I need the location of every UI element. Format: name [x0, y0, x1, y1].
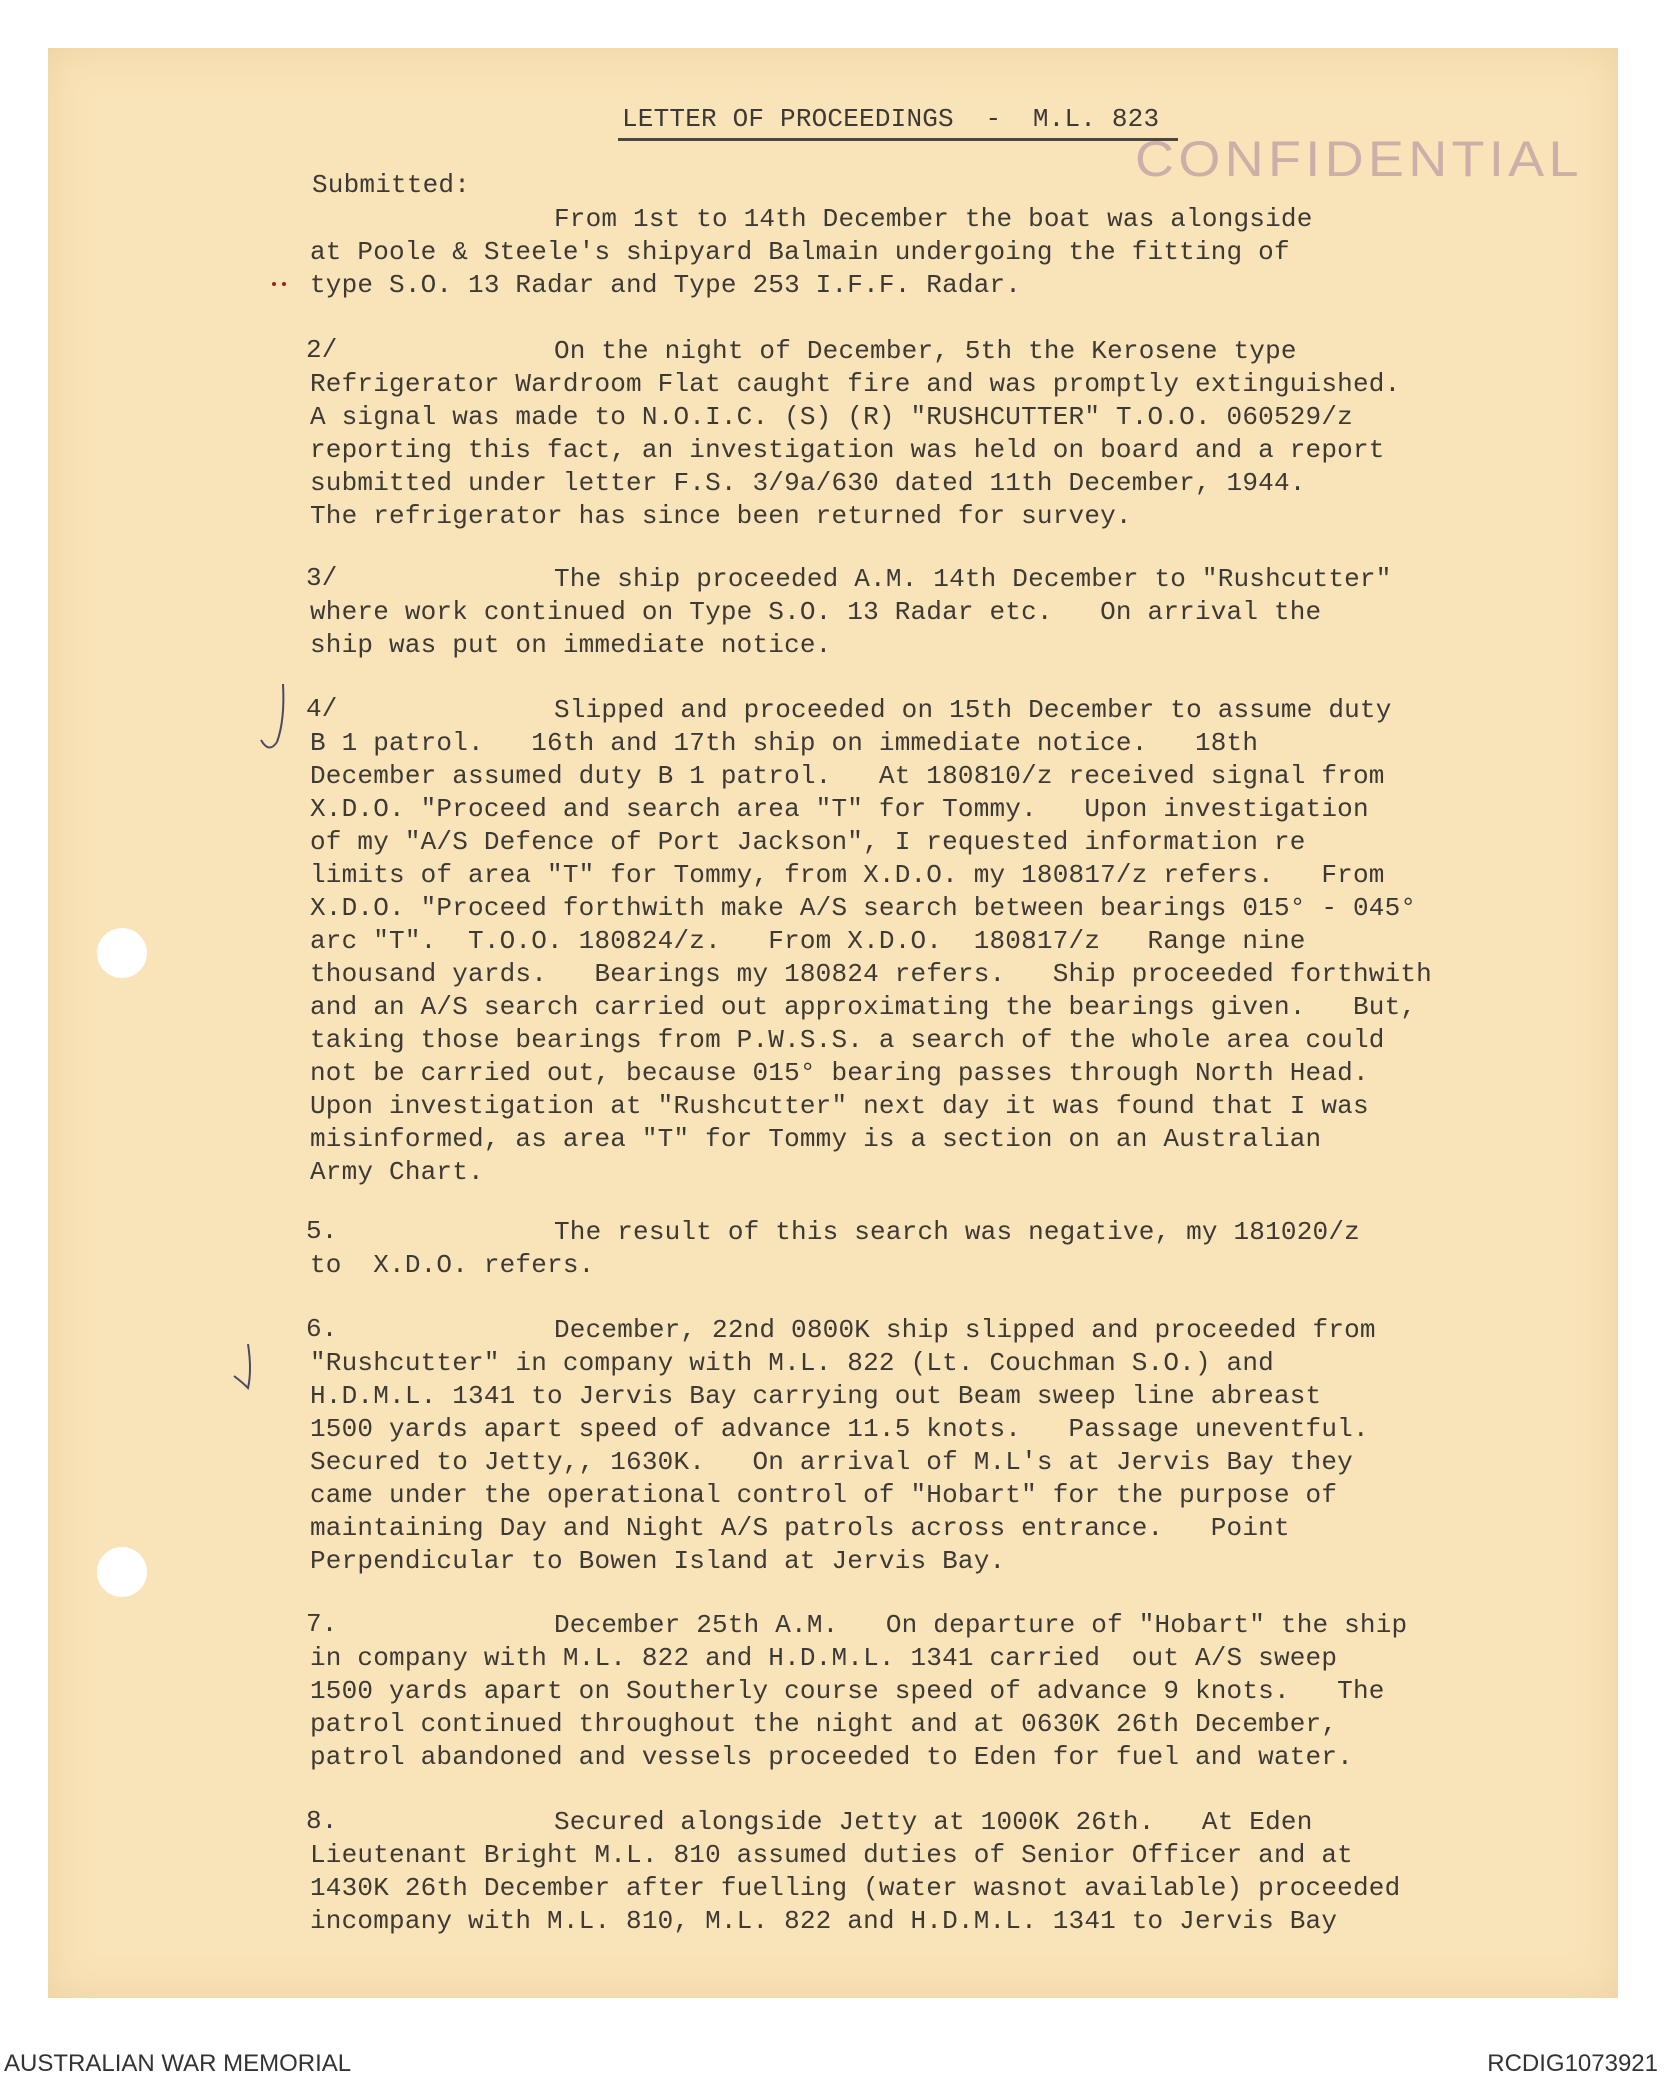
- paragraph-number: 5.: [306, 1216, 338, 1246]
- paragraph-5: [306, 1216, 1360, 1282]
- text-line: arc "T". T.O.O. 180824/z. From X.D.O. 180817/z Range nine: [310, 926, 1306, 956]
- text-line: From 1st to 14th December the boat was alongside: [554, 204, 1313, 234]
- text-line: maintaining Day and Night A/S patrols across entrance. Point: [310, 1513, 1290, 1543]
- text-line: came under the operational control of "Hobart" for the purpose of: [310, 1480, 1338, 1510]
- text-line: Refrigerator Wardroom Flat caught fire and was promptly extinguished.: [310, 369, 1401, 399]
- paragraph-6: [306, 1314, 1376, 1578]
- paragraph-number: 7.: [306, 1609, 338, 1639]
- text-line: where work continued on Type S.O. 13 Radar etc. On arrival the: [310, 597, 1322, 627]
- text-line: Lieutenant Bright M.L. 810 assumed duties of Senior Officer and at: [310, 1840, 1353, 1870]
- text-line: 1500 yards apart on Southerly course speed of advance 9 knots. The: [310, 1676, 1385, 1706]
- text-line: X.D.O. "Proceed forthwith make A/S search between bearings 015° - 045°: [310, 893, 1417, 923]
- title-underline: [618, 138, 1178, 141]
- text-line: misinformed, as area "T" for Tommy is a section on an Australian: [310, 1124, 1322, 1154]
- footer-record-id: RCDIG1073921: [1487, 2050, 1658, 2077]
- text-line: patrol continued throughout the night and at 0630K 26th December,: [310, 1709, 1338, 1739]
- punch-hole: [97, 928, 147, 978]
- text-line: December 25th A.M. On departure of "Hobart" the ship: [554, 1610, 1408, 1640]
- text-line: limits of area "T" for Tommy, from X.D.O. my 180817/z refers. From: [310, 860, 1385, 890]
- text-line: On the night of December, 5th the Kerosene type: [554, 336, 1297, 366]
- text-line: taking those bearings from P.W.S.S. a search of the whole area could: [310, 1025, 1385, 1055]
- text-line: at Poole & Steele's shipyard Balmain undergoing the fitting of: [310, 237, 1290, 267]
- red-ink-dots: [270, 276, 300, 290]
- text-line: "Rushcutter" in company with M.L. 822 (Lt. Couchman S.O.) and: [310, 1348, 1274, 1378]
- text-line: 1500 yards apart speed of advance 11.5 knots. Passage uneventful.: [310, 1414, 1369, 1444]
- paragraph-2: [306, 335, 1401, 533]
- text-line: Slipped and proceeded on 15th December to assume duty: [554, 695, 1392, 725]
- paragraph-number: 8.: [306, 1806, 338, 1836]
- paragraph-8: [306, 1806, 1401, 1938]
- punch-hole: [97, 1547, 147, 1597]
- text-line: patrol abandoned and vessels proceeded to Eden for fuel and water.: [310, 1742, 1353, 1772]
- text-line: 1430K 26th December after fuelling (water wasnot available) proceeded: [310, 1873, 1401, 1903]
- text-line: A signal was made to N.O.I.C. (S) (R) "RUSHCUTTER" T.O.O. 060529/z: [310, 402, 1353, 432]
- pencil-check-mark: [255, 680, 295, 760]
- text-line: of my "A/S Defence of Port Jackson", I requested information re: [310, 827, 1306, 857]
- text-line: submitted under letter F.S. 3/9a/630 dated 11th December, 1944.: [310, 468, 1306, 498]
- paragraph-1: [310, 203, 1313, 302]
- text-line: December assumed duty B 1 patrol. At 180810/z received signal from: [310, 761, 1385, 791]
- text-line: The refrigerator has since been returned for survey.: [310, 501, 1132, 531]
- paragraph-number: 2/: [306, 335, 338, 365]
- text-line: The result of this search was negative, my 181020/z: [554, 1217, 1360, 1247]
- text-line: The ship proceeded A.M. 14th December to "Rushcutter": [554, 564, 1392, 594]
- text-line: Upon investigation at "Rushcutter" next day it was found that I was: [310, 1091, 1369, 1121]
- text-line: incompany with M.L. 810, M.L. 822 and H.D.M.L. 1341 to Jervis Bay: [310, 1906, 1338, 1936]
- text-line: and an A/S search carried out approximating the bearings given. But,: [310, 992, 1417, 1022]
- text-line: X.D.O. "Proceed and search area "T" for Tommy. Upon investigation: [310, 794, 1369, 824]
- footer-archive-name: AUSTRALIAN WAR MEMORIAL: [4, 2050, 352, 2077]
- text-line: B 1 patrol. 16th and 17th ship on immediate notice. 18th: [310, 728, 1259, 758]
- text-line: to X.D.O. refers.: [310, 1250, 595, 1280]
- text-line: Army Chart.: [310, 1157, 484, 1187]
- text-line: not be carried out, because 015° bearing passes through North Head.: [310, 1058, 1369, 1088]
- text-line: December, 22nd 0800K ship slipped and proceeded from: [554, 1315, 1376, 1345]
- text-line: Perpendicular to Bowen Island at Jervis Bay.: [310, 1546, 1006, 1576]
- text-line: type S.O. 13 Radar and Type 253 I.F.F. Radar.: [310, 270, 1022, 300]
- text-line: H.D.M.L. 1341 to Jervis Bay carrying out Beam sweep line abreast: [310, 1381, 1322, 1411]
- text-line: reporting this fact, an investigation was held on board and a report: [310, 435, 1385, 465]
- paragraph-number: 3/: [306, 563, 338, 593]
- text-line: ship was put on immediate notice.: [310, 630, 832, 660]
- text-line: in company with M.L. 822 and H.D.M.L. 1341 carried out A/S sweep: [310, 1643, 1338, 1673]
- paragraph-number: 6.: [306, 1314, 338, 1344]
- paragraph-4: [306, 694, 1432, 1189]
- paragraph-number: 4/: [306, 694, 338, 724]
- text-line: thousand yards. Bearings my 180824 refers. Ship proceeded forthwith: [310, 959, 1432, 989]
- pencil-check-mark: [228, 1340, 268, 1400]
- paragraph-7: [306, 1609, 1408, 1774]
- paragraph-3: [306, 563, 1392, 662]
- salutation: Submitted:: [312, 170, 471, 200]
- text-line: Secured to Jetty,, 1630K. On arrival of M.L's at Jervis Bay they: [310, 1447, 1353, 1477]
- document-title: LETTER OF PROCEEDINGS - M.L. 823: [622, 104, 1160, 134]
- confidential-stamp: CONFIDENTIAL: [1135, 131, 1583, 187]
- text-line: Secured alongside Jetty at 1000K 26th. At Eden: [554, 1807, 1313, 1837]
